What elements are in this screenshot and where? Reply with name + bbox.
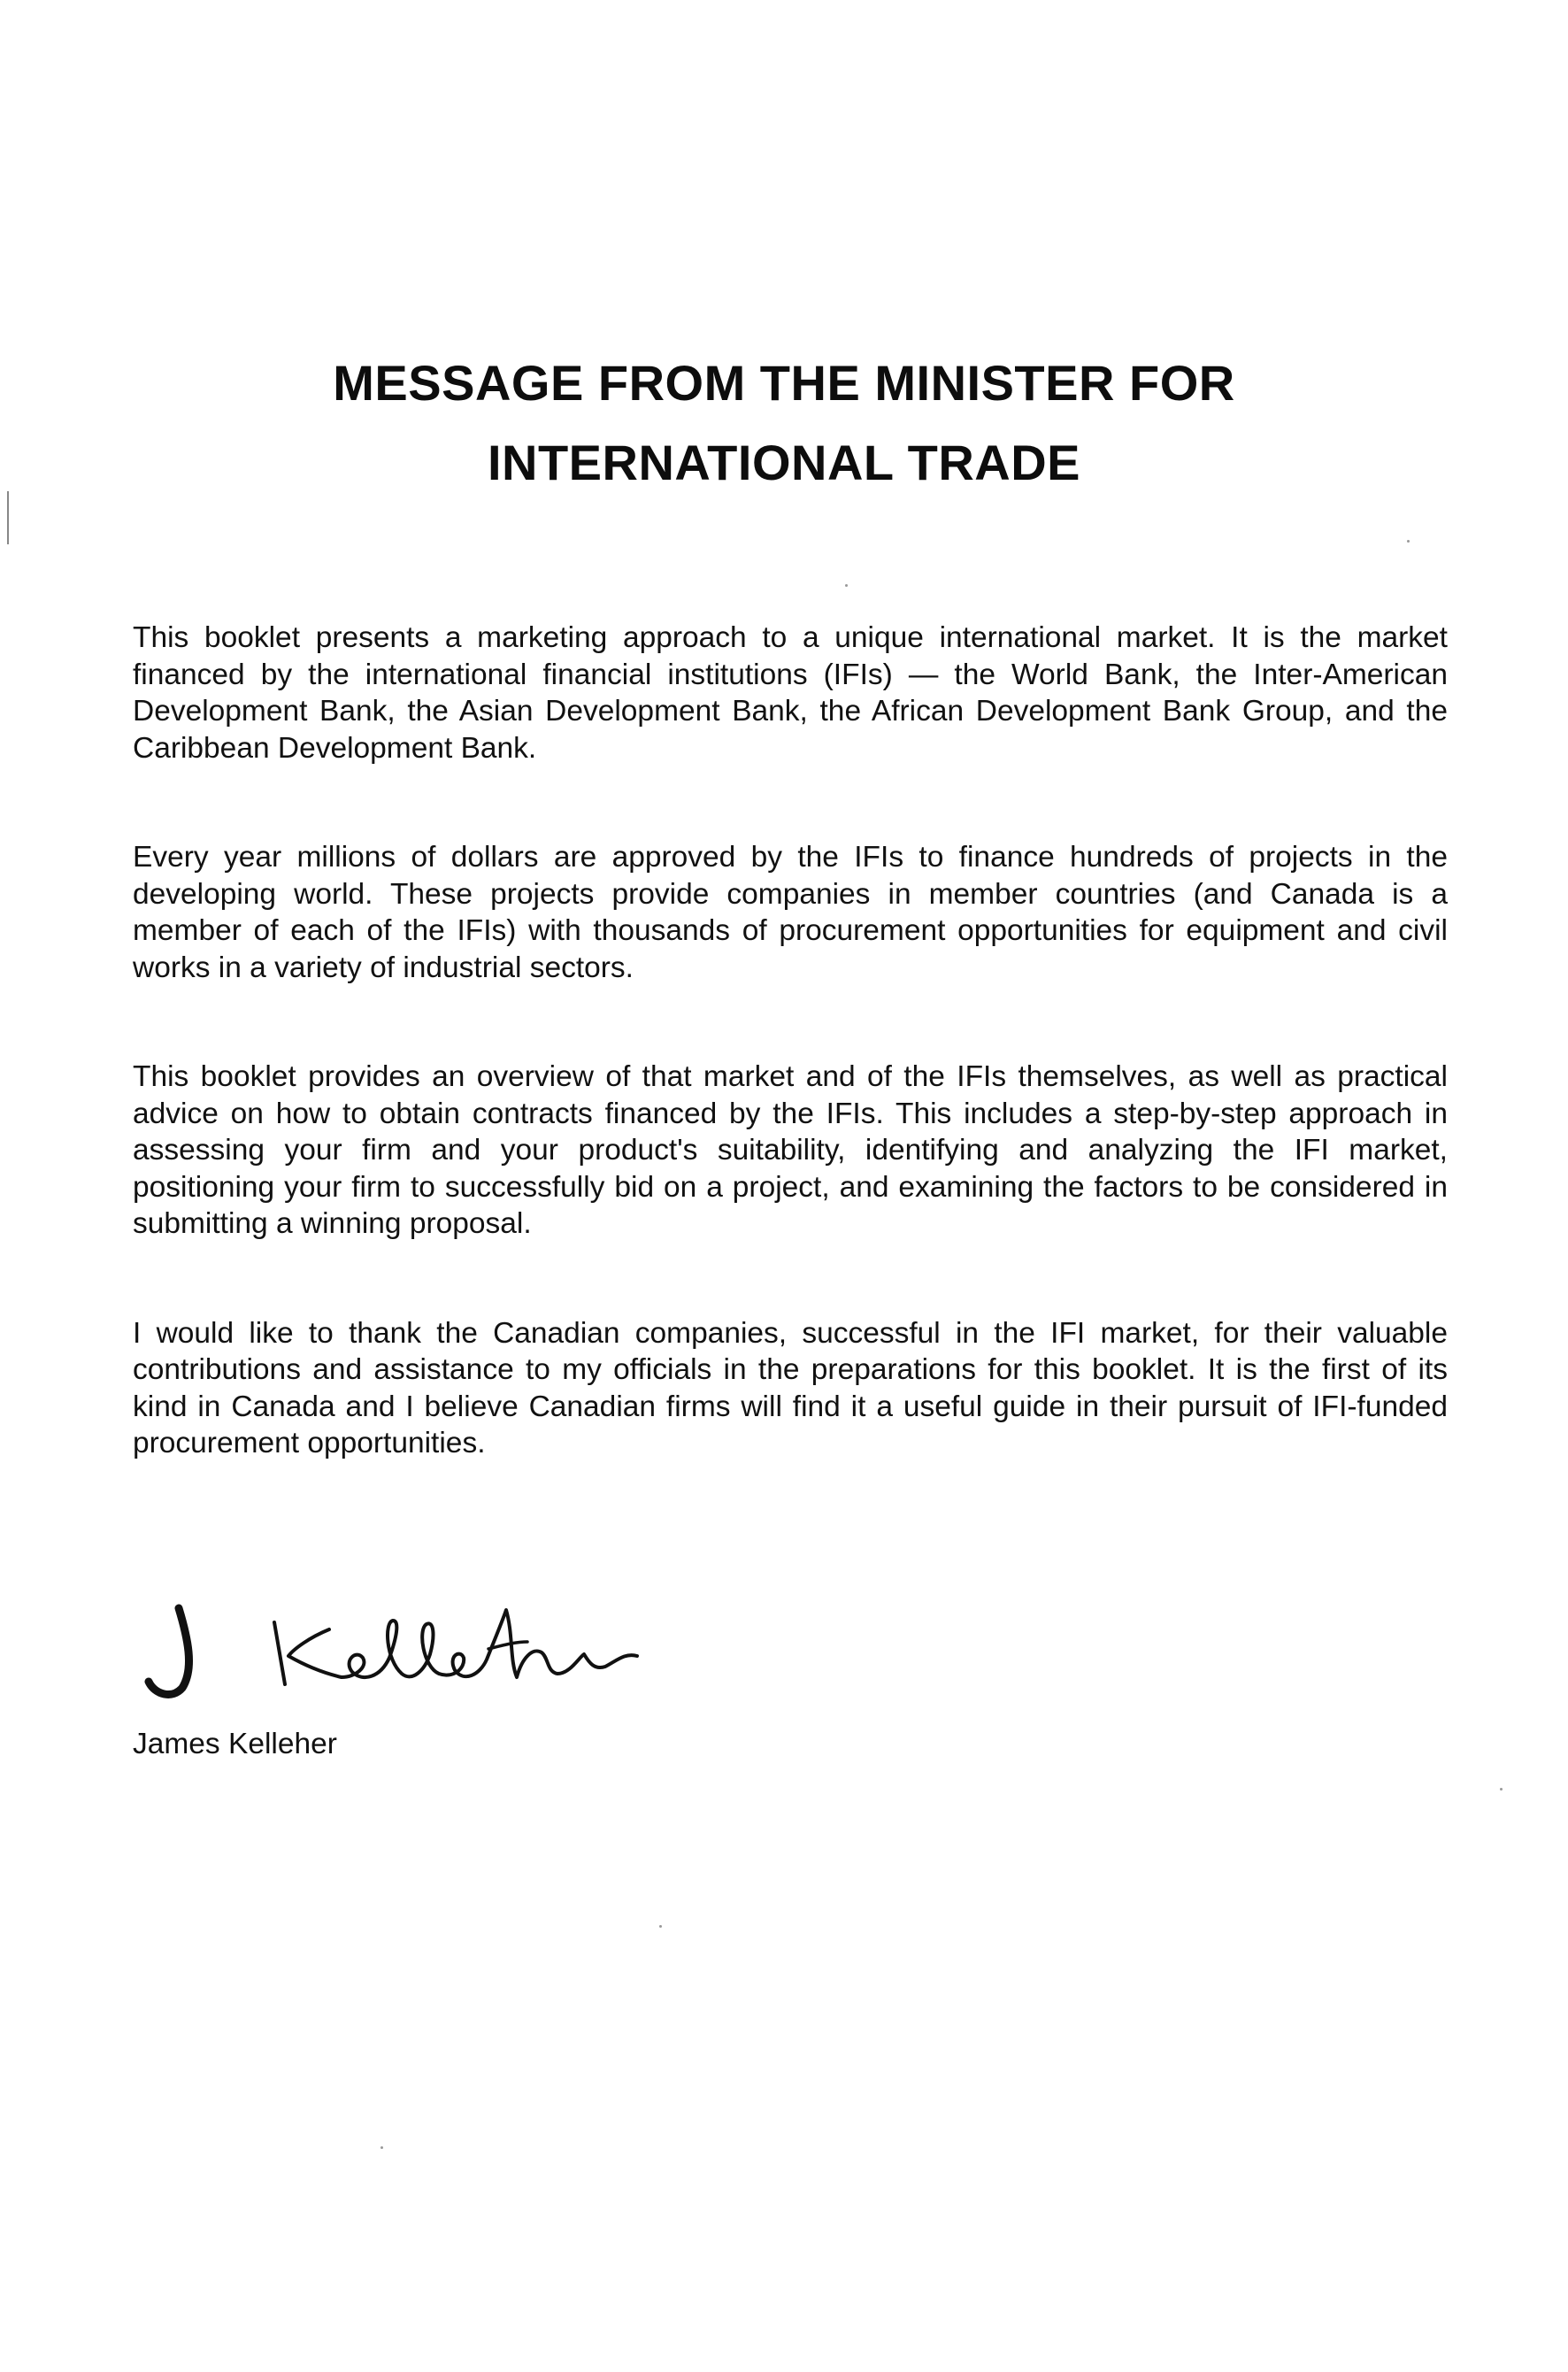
paragraph-2: Every year millions of dollars are approved by the IFIs to finance hundreds of projects in the developing world. These projects provide companies in member countries (and Canada is a member of each of the IFIs) with thousands of procurement opportunities for equipment and civil works in a variety of industrial sectors. [133,841,1448,984]
scan-speck [1407,540,1410,543]
paragraph-3: This booklet provides an overview of that market and of the IFIs themselves, as well as practical advice on how to obtain contracts financed by the IFIs. This includes a step-by-step approach in assessing your firm and your product's suitability, identifying and analyzing the IFI market, positioning your firm to successfully bid on a project, and examining the factors to be considered in submitting a winning proposal. [133,1060,1448,1240]
paragraph-1: This booklet presents a marketing approach to a unique international market. It is the market financed by the international financial institutions (IFIs) — the World Bank, the Inter-American Development Bank, the Asian Development Bank, the African Development Bank Group, and the Caribbean Development Bank. [133,621,1448,765]
page-title [0,343,1568,503]
paragraph-4: I would like to thank the Canadian companies, successful in the IFI market, for their valuable contributions and assistance to my officials in the preparations for this booklet. It is the first of its kind in Canada and I believe Canadian firms will find it a useful guide in their pursuit of IFI-funded procurement opportunities. [133,1316,1448,1459]
scan-speck [380,2146,383,2149]
scan-speck [659,1925,662,1928]
page-title-line-2: INTERNATIONAL TRADE [487,435,1081,490]
handwritten-signature [124,1553,743,1730]
scan-speck [1500,1788,1503,1791]
message-body [133,620,1448,1535]
signer-name: James Kelleher [133,1728,337,1760]
page-title-line-1: MESSAGE FROM THE MINISTER FOR [333,355,1235,411]
scan-speck [845,584,848,587]
